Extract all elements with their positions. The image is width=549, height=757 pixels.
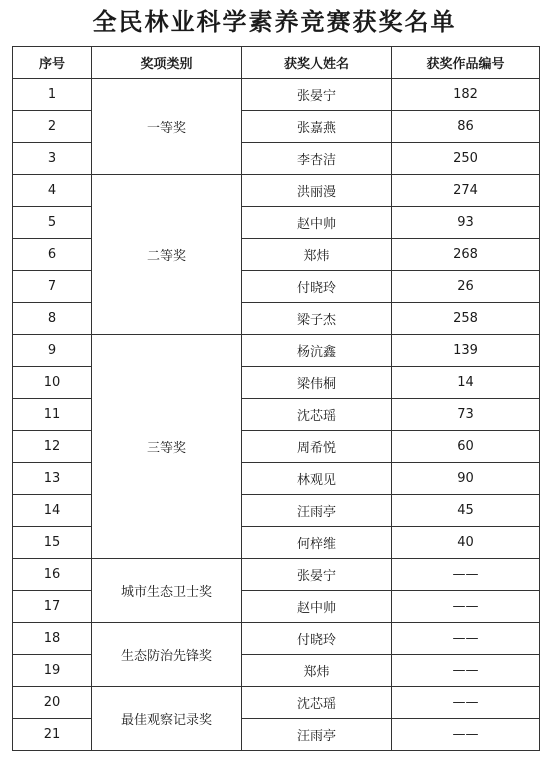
work-number-cell: 250 (392, 143, 540, 175)
work-number-cell: 182 (392, 79, 540, 111)
serial-number-cell: 12 (13, 431, 92, 463)
awards-table (12, 46, 540, 751)
serial-number-cell: 1 (13, 79, 92, 111)
winner-name-cell: 梁子杰 (242, 303, 392, 335)
work-number-cell: 139 (392, 335, 540, 367)
table-row (13, 175, 540, 207)
winner-name-cell: 付晓玲 (242, 623, 392, 655)
table-row (13, 687, 540, 719)
column-header-serial: 序号 (13, 47, 92, 79)
work-number-cell: —— (392, 687, 540, 719)
winner-name-cell: 赵中帅 (242, 591, 392, 623)
award-category-cell: 最佳观察记录奖 (92, 687, 242, 751)
winner-name-cell: 林观见 (242, 463, 392, 495)
serial-number-cell: 5 (13, 207, 92, 239)
winner-name-cell: 沈芯瑶 (242, 687, 392, 719)
table-header-row (13, 47, 540, 79)
serial-number-cell: 11 (13, 399, 92, 431)
serial-number-cell: 2 (13, 111, 92, 143)
serial-number-cell: 8 (13, 303, 92, 335)
serial-number-cell: 19 (13, 655, 92, 687)
serial-number-cell: 21 (13, 719, 92, 751)
work-number-cell: 90 (392, 463, 540, 495)
table-row (13, 559, 540, 591)
work-number-cell: —— (392, 623, 540, 655)
winner-name-cell: 张晏宁 (242, 559, 392, 591)
serial-number-cell: 14 (13, 495, 92, 527)
work-number-cell: 40 (392, 527, 540, 559)
table-row (13, 335, 540, 367)
serial-number-cell: 3 (13, 143, 92, 175)
work-number-cell: —— (392, 719, 540, 751)
winner-name-cell: 李杏洁 (242, 143, 392, 175)
table-body (13, 79, 540, 751)
award-category-cell: 二等奖 (92, 175, 242, 335)
winner-name-cell: 洪丽漫 (242, 175, 392, 207)
winner-name-cell: 赵中帅 (242, 207, 392, 239)
serial-number-cell: 16 (13, 559, 92, 591)
serial-number-cell: 7 (13, 271, 92, 303)
winner-name-cell: 张晏宁 (242, 79, 392, 111)
work-number-cell: 45 (392, 495, 540, 527)
winner-name-cell: 梁伟桐 (242, 367, 392, 399)
column-header-winner-name: 获奖人姓名 (242, 47, 392, 79)
winner-name-cell: 付晓玲 (242, 271, 392, 303)
column-header-category: 奖项类别 (92, 47, 242, 79)
serial-number-cell: 13 (13, 463, 92, 495)
serial-number-cell: 17 (13, 591, 92, 623)
table-row (13, 79, 540, 111)
work-number-cell: 268 (392, 239, 540, 271)
work-number-cell: —— (392, 655, 540, 687)
serial-number-cell: 6 (13, 239, 92, 271)
award-category-cell: 城市生态卫士奖 (92, 559, 242, 623)
award-category-cell: 一等奖 (92, 79, 242, 175)
work-number-cell: 26 (392, 271, 540, 303)
work-number-cell: 14 (392, 367, 540, 399)
serial-number-cell: 9 (13, 335, 92, 367)
work-number-cell: 258 (392, 303, 540, 335)
winner-name-cell: 何梓维 (242, 527, 392, 559)
award-category-cell: 三等奖 (92, 335, 242, 559)
work-number-cell: 73 (392, 399, 540, 431)
winner-name-cell: 张嘉燕 (242, 111, 392, 143)
work-number-cell: 274 (392, 175, 540, 207)
winner-name-cell: 沈芯瑶 (242, 399, 392, 431)
table-row (13, 623, 540, 655)
winner-name-cell: 汪雨亭 (242, 719, 392, 751)
serial-number-cell: 10 (13, 367, 92, 399)
work-number-cell: 93 (392, 207, 540, 239)
column-header-work-number: 获奖作品编号 (392, 47, 540, 79)
work-number-cell: —— (392, 591, 540, 623)
winner-name-cell: 郑炜 (242, 655, 392, 687)
winner-name-cell: 郑炜 (242, 239, 392, 271)
serial-number-cell: 18 (13, 623, 92, 655)
serial-number-cell: 20 (13, 687, 92, 719)
work-number-cell: —— (392, 559, 540, 591)
work-number-cell: 60 (392, 431, 540, 463)
winner-name-cell: 杨沆鑫 (242, 335, 392, 367)
award-category-cell: 生态防治先锋奖 (92, 623, 242, 687)
serial-number-cell: 15 (13, 527, 92, 559)
work-number-cell: 86 (392, 111, 540, 143)
winner-name-cell: 汪雨亭 (242, 495, 392, 527)
page-title: 全民林业科学素养竞赛获奖名单 (92, 8, 457, 36)
serial-number-cell: 4 (13, 175, 92, 207)
winner-name-cell: 周希悦 (242, 431, 392, 463)
